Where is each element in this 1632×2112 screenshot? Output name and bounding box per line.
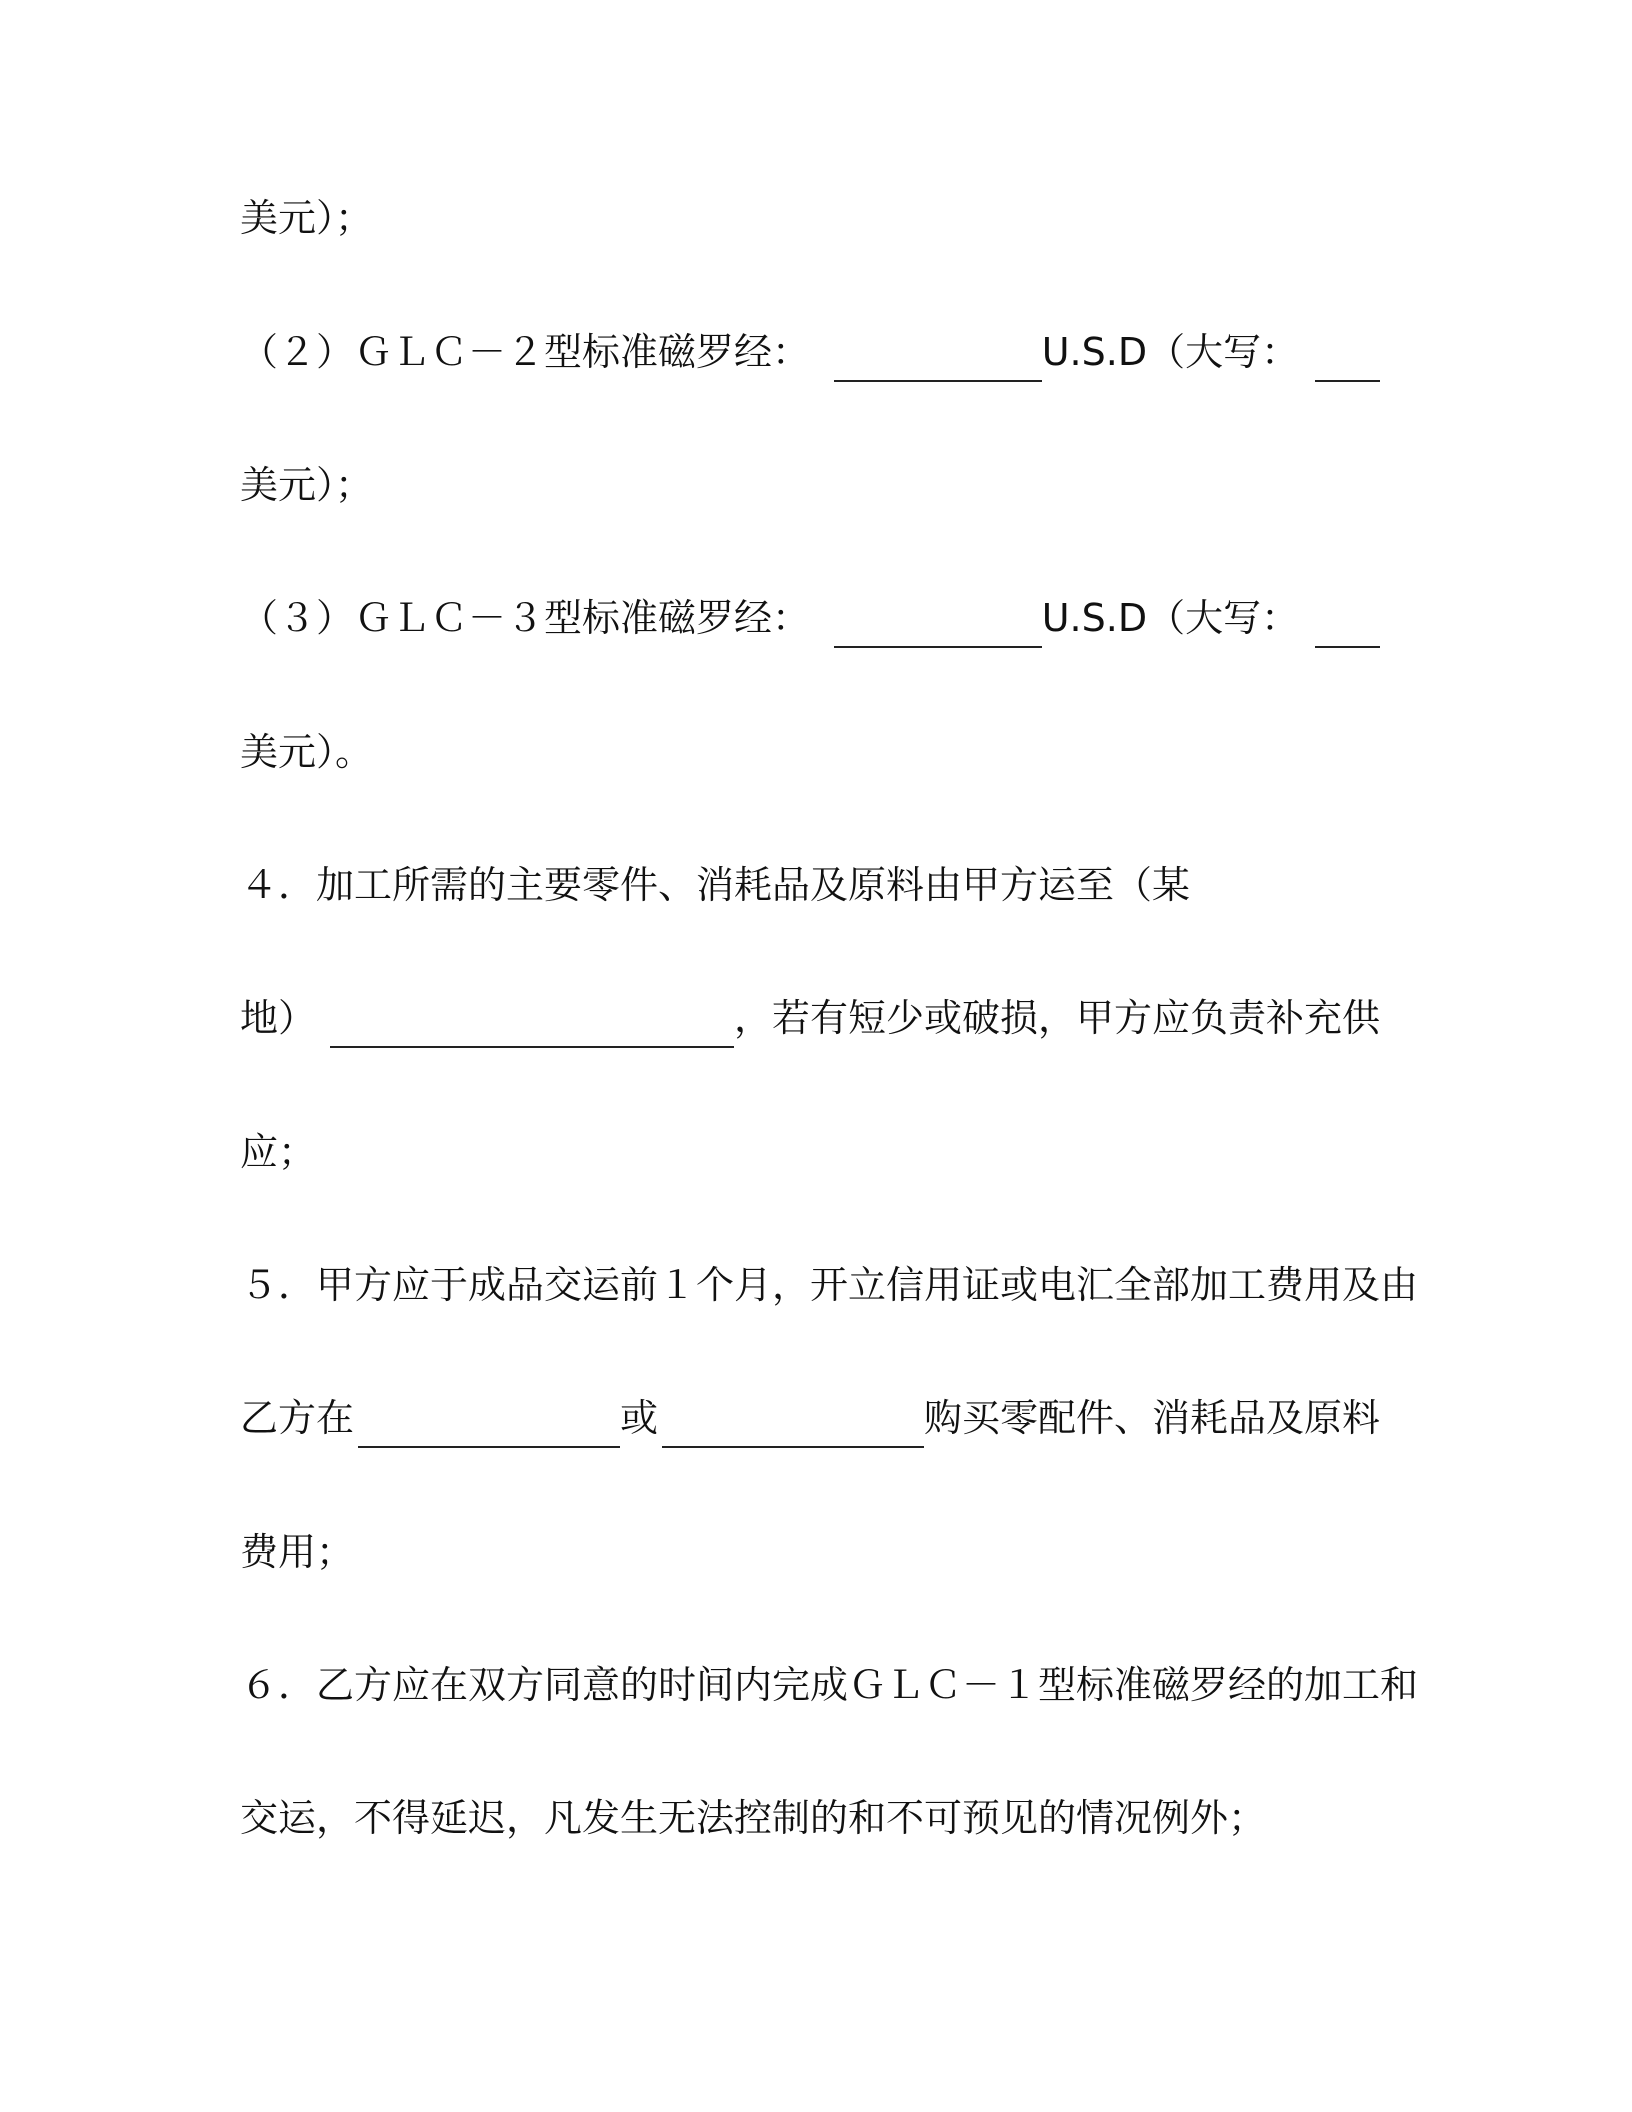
text-segment: 或: [619, 1396, 658, 1440]
text-segment: 美元）；: [240, 196, 374, 240]
clause-4-line-2: [240, 988, 1380, 1048]
text-segment: 地）: [240, 996, 317, 1040]
text-line: [240, 722, 1380, 782]
text-segment: 交运，不得延迟，凡发生无法控制的和不可预见的情况例外；: [240, 1796, 1267, 1840]
text-line: [240, 1522, 1380, 1582]
text-segment: 美元）；: [240, 463, 374, 507]
purchase-location-blank-1[interactable]: [358, 1402, 620, 1448]
text-segment: ５．甲方应于成品交运前１个月，开立信用证或电汇全部加工费用及由: [240, 1263, 1419, 1307]
text-segment: 应；: [240, 1130, 317, 1174]
text-line: [240, 1122, 1380, 1182]
text-segment: ４．加工所需的主要零件、消耗品及原料由甲方运至（某: [240, 863, 1191, 907]
text-segment: ，若有短少或破损，甲方应负责补充供: [733, 996, 1380, 1040]
text-segment: U.S.D（大写：: [1041, 596, 1300, 640]
clause-5-line-1: [240, 1255, 1419, 1315]
location-blank[interactable]: [330, 1002, 734, 1048]
text-line: [240, 455, 1380, 515]
text-segment: （３）ＧＬＣ－３型标准磁罗经：: [240, 596, 811, 640]
text-segment: 费用；: [240, 1530, 355, 1574]
text-segment: 美元）。: [240, 730, 374, 774]
text-segment: 乙方在: [240, 1396, 355, 1440]
clause-5-line-2: [240, 1388, 1380, 1448]
amount-words-blank[interactable]: [1315, 602, 1380, 648]
text-segment: （２）ＧＬＣ－２型标准磁罗经：: [240, 330, 811, 374]
clause-6-line-1: [240, 1655, 1419, 1715]
text-line: [240, 188, 1380, 248]
text-segment: 购买零配件、消耗品及原料: [923, 1396, 1380, 1440]
price-line-glc3: [240, 588, 1380, 648]
clause-6-line-2: [240, 1788, 1380, 1848]
text-segment: U.S.D（大写：: [1041, 330, 1300, 374]
price-blank[interactable]: [834, 602, 1042, 648]
price-blank[interactable]: [834, 336, 1042, 382]
price-line-glc2: [240, 322, 1380, 382]
clause-4-line-1: [240, 855, 1380, 915]
amount-words-blank[interactable]: [1315, 336, 1380, 382]
purchase-location-blank-2[interactable]: [662, 1402, 924, 1448]
text-segment: ６．乙方应在双方同意的时间内完成ＧＬＣ－１型标准磁罗经的加工和: [240, 1663, 1419, 1707]
